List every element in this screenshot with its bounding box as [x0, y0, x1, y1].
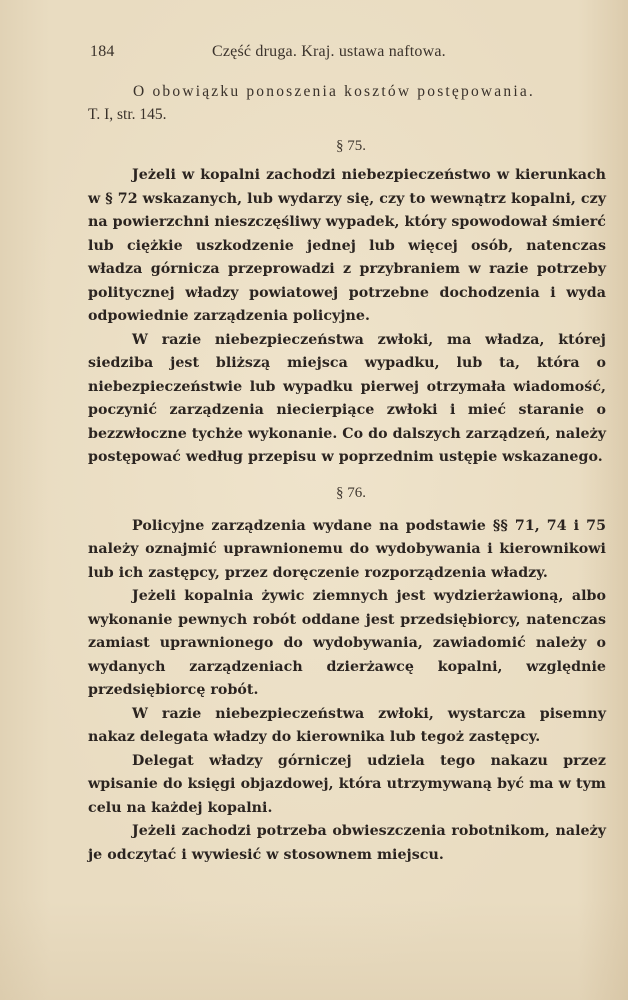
- paragraph: W razie niebezpieczeństwa zwłoki, wystarcza pisemny nakaz delegata władzy do kierownika lub tegoż zastępcy.: [88, 705, 606, 745]
- reference-line: O obowiązku ponoszenia kosztów postępowania.: [133, 83, 535, 100]
- paragraph: Policyjne zarządzenia wydane na podstawie §§ 71, 74 i 75 należy oznajmić uprawnionemu do wydobywania i kierownikowi lub ich zastępcy, przez doręczenie rozporządzenia władzy.: [88, 517, 606, 581]
- paragraph: Jeżeli w kopalni zachodzi niebezpieczeństwo w kierunkach w § 72 wskazanych, lub wydarzy się, czy to wewnątrz kopalni, czy na powierzchni nieszczęśliwy wypadek, który spowodował śmierć lub ciężkie uszkodzenie jednej lub więcej osób, natenczas władza górnicza przeprowadzi z przybraniem w razie potrzeby politycznej władzy powiatowej potrzebne dochodzenia i wyda odpowiednie zarządzenia policyjne.: [88, 167, 606, 324]
- paragraph: Delegat władzy górniczej udziela tego nakazu przez wpisanie do księgi objazdowej, która utrzymywaną być ma w tym celu na każdej kopalni.: [88, 752, 606, 816]
- page-header: [90, 43, 610, 65]
- paragraph: Jeżeli zachodzi potrzeba obwieszczenia robotnikom, należy je odczytać i wywiesić w stosownem miejscu.: [88, 823, 606, 863]
- reference-citation: T. I, str. 145.: [88, 106, 167, 123]
- page-edge-shading: [0, 900, 628, 1000]
- section-heading-75: § 75.: [336, 138, 366, 154]
- page-body: [88, 80, 606, 867]
- cross-reference: [88, 80, 606, 126]
- section-heading-76: § 76.: [336, 484, 366, 501]
- paragraph: Jeżeli kopalnia żywic ziemnych jest wydzierżawioną, albo wykonanie pewnych robót oddane jest przedsiębiorcy, natenczas zamiast uprawnionego do wydobywania, zawiadomić należy o wydanych zarządzeniach dzierżawcę kopalni, względnie przedsiębiorcę robót.: [88, 588, 606, 698]
- paragraph: W razie niebezpieczeństwa zwłoki, ma władza, której siedziba jest bliższą miejsca wypadku, lub ta, która o niebezpieczeństwie lub wypadku pierwej otrzymała wiadomość, poczynić zarządzenia niecierpiące zwłoki i mieć staranie o bezzwłoczne tychże wykonanie. Co do dalszych zarządzeń, należy postępować według przepisu w poprzednim ustępie wskazanego.: [88, 331, 607, 465]
- running-title: Część druga. Kraj. ustawa naftowa.: [212, 43, 446, 60]
- page-number: 184: [90, 43, 115, 60]
